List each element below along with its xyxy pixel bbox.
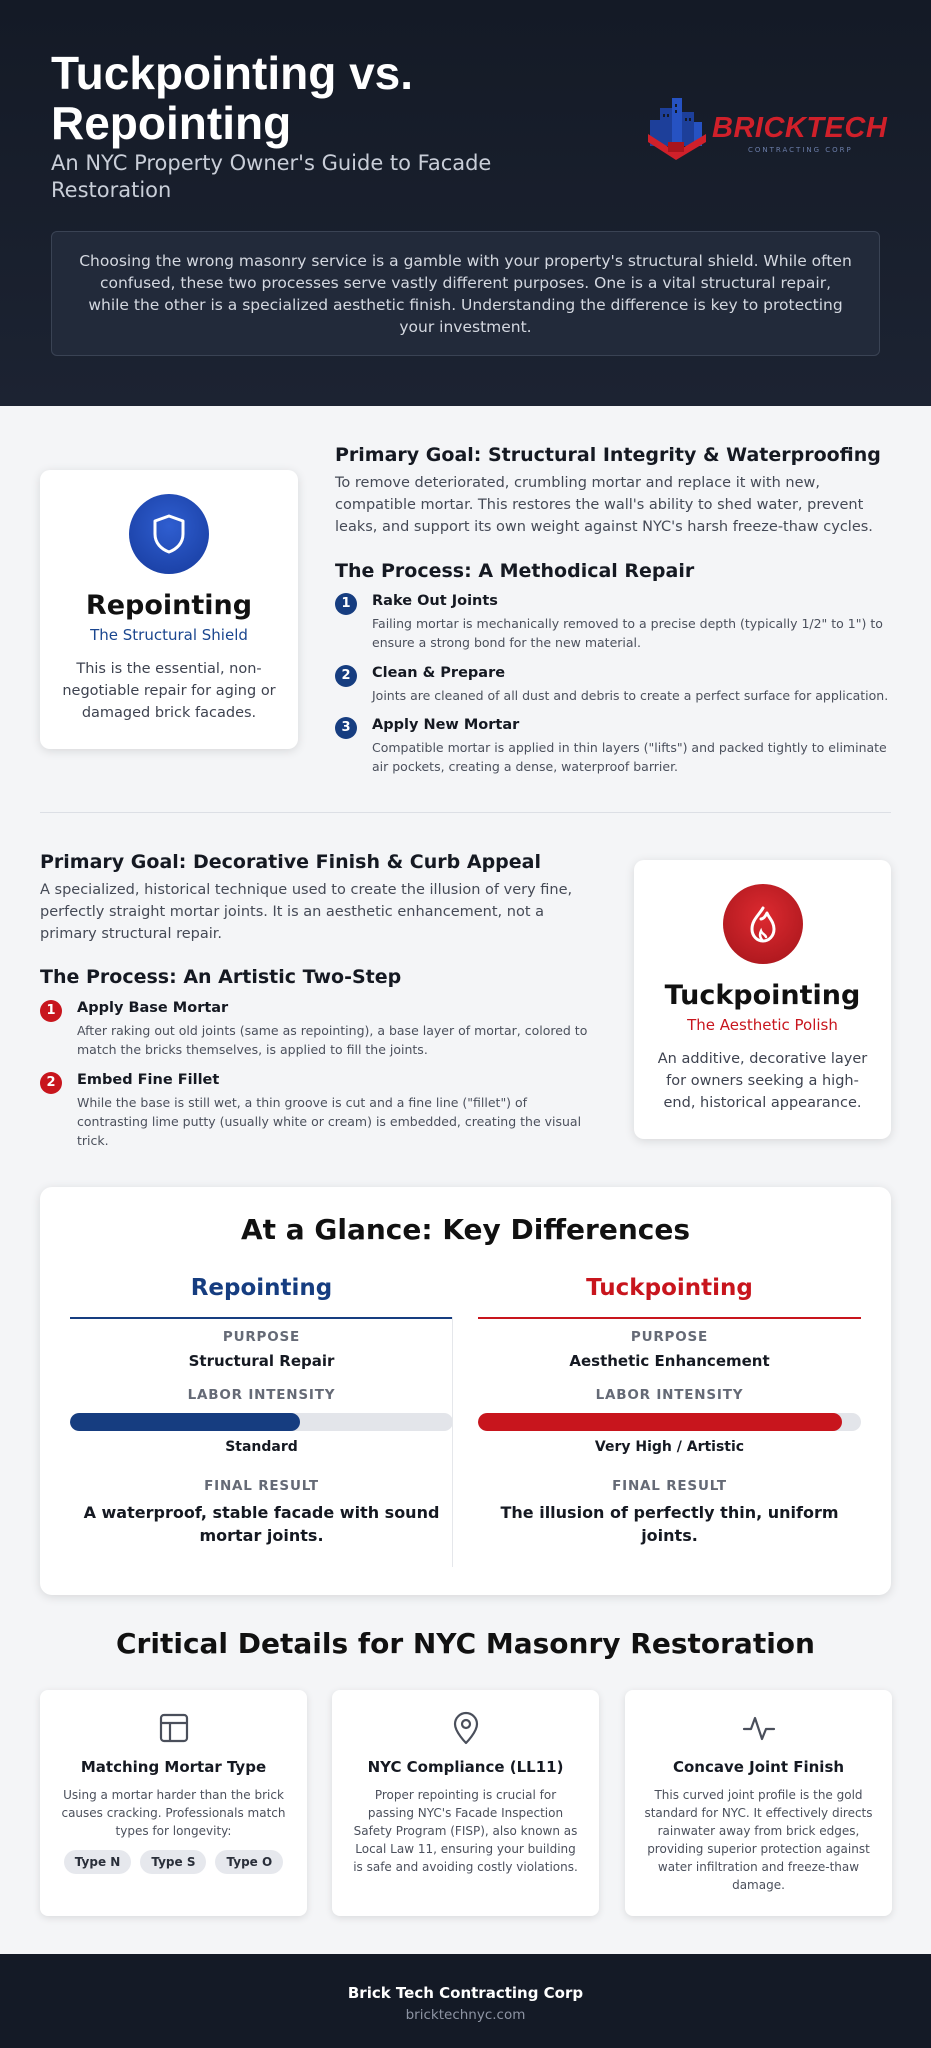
column-title: Repointing [190,1275,333,1301]
card-title: NYC Compliance (LL11) [367,1758,564,1776]
logo-text: BRICKTECH [712,112,888,144]
step-desc: Joints are cleaned of all dust and debris to create a perfect surface for application. [372,688,889,703]
step-title: Embed Fine Fillet [77,1072,220,1088]
step-title: Apply New Mortar [372,717,520,733]
tuckpointing-step [40,1072,600,1152]
card-title: Concave Joint Finish [672,1758,845,1776]
labor-bar-fill [478,1413,842,1431]
activity-icon [739,1708,779,1748]
section-divider [40,812,891,813]
footer-url[interactable]: bricktechnyc.com [405,2007,526,2023]
mortar-type-card [40,1690,307,1916]
comparison-title: At a Glance: Key Differences [240,1213,691,1246]
step-number: 1 [335,593,357,615]
labor-label: LABOR INTENSITY [187,1387,336,1403]
card-desc: Proper repointing is crucial for passing NYC's Facade Inspection Safety Program (FISP), also known as Local Law 11, ensuring your building is safe and avoiding costly violations. [353,1788,578,1874]
repointing-step [335,665,890,709]
card-desc: Using a mortar harder than the brick causes cracking. Professionals match types for longevity: [61,1788,286,1838]
nyc-compliance-card [332,1690,599,1916]
card-title: Matching Mortar Type [80,1758,267,1776]
repointing-card [40,470,298,749]
mortar-type-pill: Type N [64,1850,132,1874]
repointing-step [335,593,890,653]
repointing-process-heading: The Process: A Methodical Repair [335,560,695,582]
critical-details-title: Critical Details for NYC Masonry Restoration [116,1627,815,1660]
step-title: Rake Out Joints [372,593,498,609]
step-title: Apply Base Mortar [77,1000,229,1016]
comparison-panel [40,1187,891,1595]
page-title: Tuckpointing vs. Repointing [51,47,414,149]
purpose-value: Structural Repair [188,1352,335,1370]
flame-icon [723,884,803,964]
repointing-step [335,717,890,777]
repointing-goal-heading: Primary Goal: Structural Integrity & Waterproofing [335,444,881,466]
tuckpointing-card-desc: An additive, decorative layer for owners seeking a high-end, historical appearance. [657,1051,868,1111]
tuckpointing-goal-text: A specialized, historical technique used to create the illusion of very fine, perfectly straight mortar joints. It is an aesthetic enhancement, not a primary structural repair. [40,882,573,942]
repointing-card-tagline: The Structural Shield [90,626,248,644]
layout-icon [154,1708,194,1748]
card-desc: This curved joint profile is the gold standard for NYC. It effectively directs rainwater away from brick edges, providing superior protection against water infiltration and freeze-thaw damage. [644,1788,873,1892]
labor-bar [70,1413,453,1431]
result-label: FINAL RESULT [612,1478,727,1494]
labor-value: Standard [225,1439,298,1455]
comparison-column-tuckpointing [478,1267,861,1545]
column-rule [478,1317,861,1319]
tuckpointing-card [634,860,891,1139]
purpose-value: Aesthetic Enhancement [569,1352,770,1370]
step-desc: While the base is still wet, a thin groove is cut and a fine line ("fillet") of contrasting lime putty (usually white or cream) is embedded, creating the visual trick. [77,1095,582,1148]
column-rule [70,1317,453,1319]
labor-label: LABOR INTENSITY [595,1387,744,1403]
step-number: 2 [40,1072,62,1094]
footer-company: Brick Tech Contracting Corp [347,1984,584,2002]
column-title: Tuckpointing [586,1275,753,1301]
purpose-label: PURPOSE [630,1329,709,1345]
purpose-label: PURPOSE [222,1329,301,1345]
hero-header [0,0,931,406]
repointing-goal-text: To remove deteriorated, crumbling mortar and replace it with new, compatible mortar. This restores the wall's ability to shed water, prevent leaks, and support its own weight against NYC's harsh freeze-thaw cycles. [335,475,873,535]
tuckpointing-goal-heading: Primary Goal: Decorative Finish & Curb Appeal [40,851,541,873]
result-value: A waterproof, stable facade with sound mortar joints. [83,1503,440,1545]
labor-bar [478,1413,861,1431]
footer [0,1954,931,2048]
step-desc: Failing mortar is mechanically removed to a precise depth (typically 1/2" to 1") to ensure a strong bond for the new material. [372,616,883,650]
comparison-column-repointing [70,1267,453,1545]
intro-callout: Choosing the wrong masonry service is a gamble with your property's structural shield. While often confused, these two processes serve vastly different purposes. One is a vital structural repair, while the other is a specialized aesthetic finish. Understanding the difference is key to protecting your investment. [51,231,880,356]
repointing-card-desc: This is the essential, non-negotiable repair for aging or damaged brick facades. [62,661,276,721]
mortar-type-pills [40,1850,307,1874]
mortar-type-pill: Type S [140,1850,206,1874]
tuckpointing-card-tagline: The Aesthetic Polish [687,1016,838,1034]
tuckpointing-process-heading: The Process: An Artistic Two-Step [40,966,402,988]
step-number: 2 [335,665,357,687]
tuckpointing-card-title: Tuckpointing [664,980,861,1011]
step-number: 3 [335,717,357,739]
labor-bar-fill [70,1413,300,1431]
concave-joint-card [625,1690,892,1916]
bricktech-logo[interactable] [648,94,888,164]
page-subtitle: An NYC Property Owner's Guide to Facade Restoration [51,151,492,202]
result-value: The illusion of perfectly thin, uniform joints. [500,1503,839,1545]
step-title: Clean & Prepare [372,665,506,681]
mortar-type-pill: Type O [215,1850,283,1874]
step-desc: Compatible mortar is applied in thin layers ("lifts") and packed tightly to eliminate air pockets, creating a dense, waterproof barrier. [372,740,887,774]
column-separator [452,1317,453,1567]
tuckpointing-step [40,1000,600,1060]
labor-value: Very High / Artistic [594,1439,745,1455]
repointing-card-title: Repointing [85,590,253,621]
step-desc: After raking out old joints (same as repointing), a base layer of mortar, colored to match the bricks themselves, is applied to fill the joints. [77,1023,588,1057]
map-pin-icon [446,1708,486,1748]
logo-tagline: CONTRACTING CORP [748,146,853,154]
shield-icon [129,494,209,574]
step-number: 1 [40,1000,62,1022]
result-label: FINAL RESULT [204,1478,319,1494]
